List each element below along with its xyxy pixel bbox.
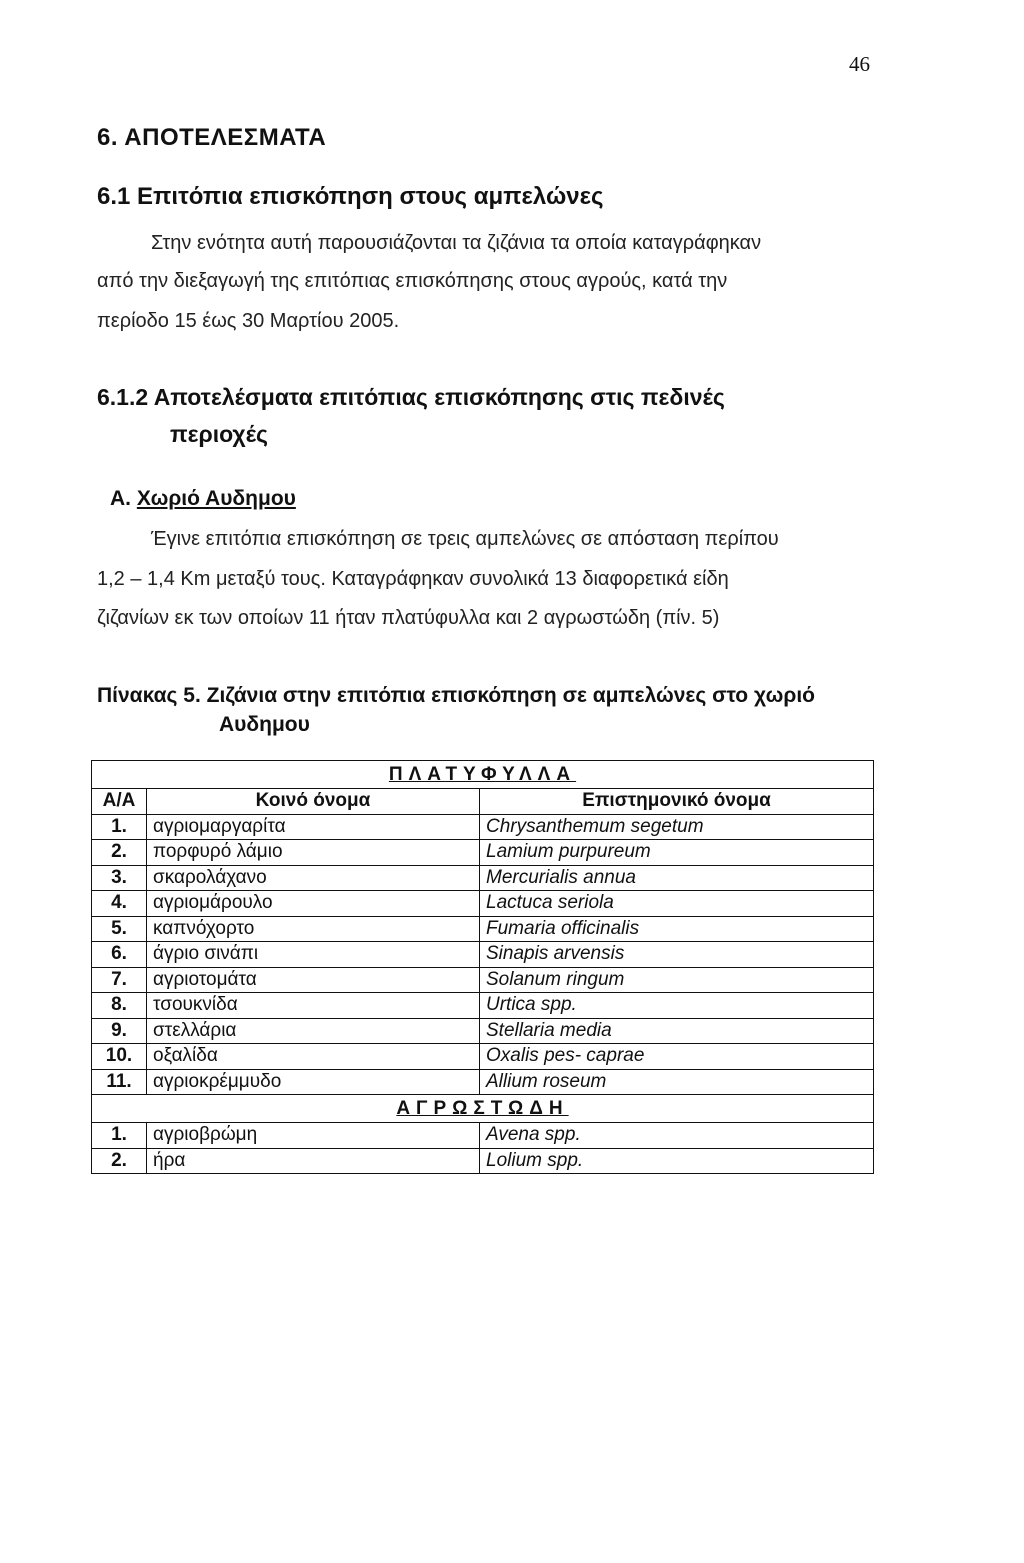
row-scientific-name: Chrysanthemum segetum [480, 814, 874, 840]
row-scientific-name: Oxalis pes- caprae [480, 1044, 874, 1070]
header-index: Α/Α [92, 789, 147, 815]
row-index: 4. [92, 891, 147, 917]
row-index: 1. [92, 814, 147, 840]
table-row [92, 865, 874, 891]
subsubsection-title-cont: περιοχές [170, 421, 268, 447]
row-index: 2. [92, 840, 147, 866]
section-label-grasses: ΑΓΡΩΣΤΩΔΗ [396, 1097, 569, 1119]
row-scientific-name: Allium roseum [480, 1069, 874, 1095]
row-common-name: πορφυρό λάμιο [147, 840, 480, 866]
row-common-name: αγριομαργαρίτα [147, 814, 480, 840]
table-row [92, 1044, 874, 1070]
subsubsection-title: 6.1.2 Αποτελέσματα επιτόπιας επισκόπησης στις πεδινές [97, 384, 725, 410]
row-index: 3. [92, 865, 147, 891]
table-row [92, 1069, 874, 1095]
table-row [92, 942, 874, 968]
village-heading-prefix: Α. [110, 487, 137, 510]
intro-line-3: περίοδο 15 έως 30 Μαρτίου 2005. [97, 310, 400, 332]
intro-line-1: Στην ενότητα αυτή παρουσιάζονται τα ζιζάνια τα οποία καταγράφηκαν [151, 232, 762, 254]
village-line-2: 1,2 – 1,4 Km μεταξύ τους. Καταγράφηκαν συνολικά 13 διαφορετικά είδη [97, 568, 729, 590]
row-index: 5. [92, 916, 147, 942]
row-scientific-name: Lactuca seriola [480, 891, 874, 917]
row-scientific-name: Sinapis arvensis [480, 942, 874, 968]
table-section-grasses [92, 1095, 874, 1123]
table-row [92, 814, 874, 840]
row-index: 2. [92, 1148, 147, 1174]
table-row [92, 1123, 874, 1149]
section-label-broadleaf: ΠΛΑΤΥΦΥΛΛΑ [388, 763, 577, 785]
row-scientific-name: Solanum ringum [480, 967, 874, 993]
village-heading [110, 487, 296, 511]
row-common-name: οξαλίδα [147, 1044, 480, 1070]
row-scientific-name: Lolium spp. [480, 1148, 874, 1174]
table-row [92, 1148, 874, 1174]
row-scientific-name: Lamium purpureum [480, 840, 874, 866]
row-index: 10. [92, 1044, 147, 1070]
table-row [92, 916, 874, 942]
row-common-name: αγριοβρώμη [147, 1123, 480, 1149]
row-index: 8. [92, 993, 147, 1019]
row-common-name: ήρα [147, 1148, 480, 1174]
village-line-3: ζιζανίων εκ των οποίων 11 ήταν πλατύφυλλα και 2 αγρωστώδη (πίν. 5) [97, 607, 720, 629]
row-common-name: σκαρολάχανο [147, 865, 480, 891]
page-number: 46 [849, 52, 870, 76]
row-common-name: αγριομάρουλο [147, 891, 480, 917]
row-scientific-name: Stellaria media [480, 1018, 874, 1044]
row-index: 11. [92, 1069, 147, 1095]
table-row [92, 840, 874, 866]
table-row [92, 993, 874, 1019]
row-scientific-name: Mercurialis annua [480, 865, 874, 891]
row-common-name: αγριοκρέμμυδο [147, 1069, 480, 1095]
row-index: 9. [92, 1018, 147, 1044]
village-line-1: Έγινε επιτόπια επισκόπηση σε τρεις αμπελώνες σε απόσταση περίπου [151, 528, 779, 550]
table-caption: Πίνακας 5. Ζιζάνια στην επιτόπια επισκόπηση σε αμπελώνες στο χωριό [97, 684, 815, 707]
table-caption-cont: Αυδημου [219, 713, 310, 736]
table-row [92, 1018, 874, 1044]
row-common-name: άγριο σινάπι [147, 942, 480, 968]
row-common-name: καπνόχορτο [147, 916, 480, 942]
table-section-broadleaf [92, 761, 874, 789]
row-common-name: αγριοτομάτα [147, 967, 480, 993]
row-common-name: τσουκνίδα [147, 993, 480, 1019]
header-common-name: Κοινό όνομα [147, 789, 480, 815]
row-index: 1. [92, 1123, 147, 1149]
header-scientific-name: Επιστημονικό όνομα [480, 789, 874, 815]
village-heading-name: Χωριό Αυδημου [136, 487, 296, 510]
subsection-title: 6.1 Επιτόπια επισκόπηση στους αμπελώνες [97, 183, 604, 210]
section-title: 6. ΑΠΟΤΕΛΕΣΜΑΤΑ [97, 124, 327, 151]
row-index: 7. [92, 967, 147, 993]
row-scientific-name: Fumaria officinalis [480, 916, 874, 942]
table-row [92, 891, 874, 917]
intro-line-2: από την διεξαγωγή της επιτόπιας επισκόπησης στους αγρούς, κατά την [97, 270, 728, 292]
row-index: 6. [92, 942, 147, 968]
row-common-name: στελλάρια [147, 1018, 480, 1044]
table-row [92, 967, 874, 993]
row-scientific-name: Avena spp. [480, 1123, 874, 1149]
row-scientific-name: Urtica spp. [480, 993, 874, 1019]
weeds-table [91, 760, 874, 1174]
table-header-row [92, 789, 874, 815]
